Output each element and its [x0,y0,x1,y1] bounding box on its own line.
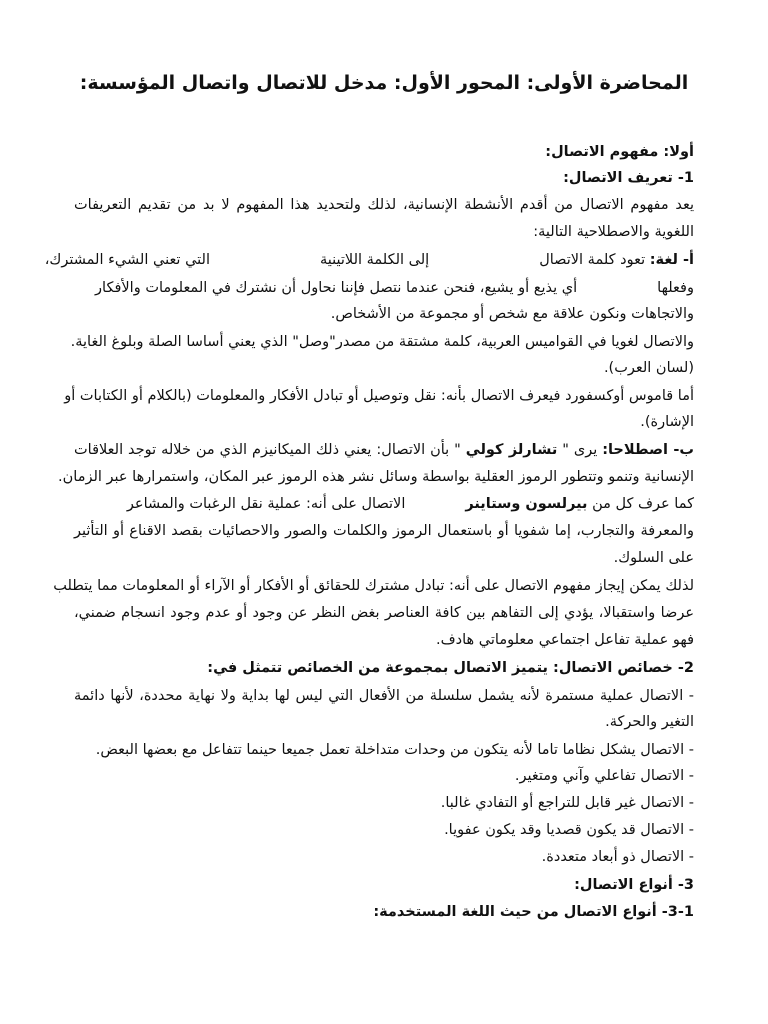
text-line [74,845,694,869]
text-line [74,519,694,543]
text-run: - الاتصال عملية مستمرة لأنه يشمل سلسلة من الأفعال التي ليس لها بداية ولا نهاية محددة، لأنها دائمة [74,688,694,704]
text-run: لذلك يمكن إيجاز مفهوم الاتصال على أنه: تبادل مشترك للحقائق أو الأفكار أو الآراء أو المعلومات مما يتطلب [53,578,694,594]
text-line [74,193,694,217]
text-line [74,492,694,516]
text-run: تعود كلمة الاتصال [539,252,650,268]
text-run: اللغوية والاصطلاحية التالية: [533,224,694,240]
bold-text: أولا: مفهوم الاتصال: [545,144,694,160]
text-line [53,574,694,598]
bold-text: تشارلز كولي [465,442,558,458]
bold-text: أ- لغة: [649,252,694,268]
text-line [74,166,694,190]
bold-text: 3-1- أنواع الاتصال من حيث اللغة المستخدمة: [373,904,694,920]
text-run: يرى " [557,442,603,458]
text-run: عرضا واستقبالا، يؤدي إلى التفاهم بين كافة العناصر بغض النظر عن وجود أو عدم وجود انسجام ضمني، [74,605,694,621]
text-line [74,873,694,897]
text-run: - الاتصال قد يكون قصديا وقد يكون عفويا. [444,822,694,838]
text-line [64,384,694,408]
text-line [74,900,694,924]
text-run: وفعلها [657,280,694,296]
text-line [74,710,694,734]
text-line [74,628,694,652]
text-run: التغير والحركة. [605,714,694,730]
text-run: والاتجاهات ونكون علاقة مع شخص أو مجموعة من الأشخاص. [330,306,694,322]
text-run: - الاتصال غير قابل للتراجع أو التفادي غالبا. [440,795,694,811]
text-run: التي تعني الشيء المشترك، [44,252,210,268]
text-line [44,248,694,272]
text-run: والاتصال لغويا في القواميس العربية، كلمة مشتقة من مصدر"وصل" الذي يعني أساسا الصلة وبلوغ الغاية. [70,334,694,350]
text-run: " بأن الاتصال: يعني ذلك الميكانيزم الذي من خلاله توجد العلاقات [74,442,466,458]
text-line [74,601,694,625]
text-line [74,738,694,762]
text-line [74,302,694,326]
text-line [74,410,694,434]
text-line [74,276,694,300]
bold-text: ب- اصطلاحا: [602,442,694,458]
text-run: - الاتصال ذو أبعاد متعددة. [541,849,694,865]
text-line [70,330,694,354]
bold-text: 3- أنواع الاتصال: [574,877,694,893]
text-line [74,818,694,842]
text-run: الاتصال على أنه: عملية نقل الرغبات والمشاعر [126,496,406,512]
text-run: الإشارة). [640,414,694,430]
text-run: إلى الكلمة اللاتينية [320,252,430,268]
text-run: أما قاموس أوكسفورد فيعرف الاتصال بأنه: نقل وتوصيل أو تبادل الأفكار والمعلومات (بالكلام أو الكتابات أو [64,388,694,404]
text-line [74,791,694,815]
text-run: فهو عملية تفاعل اجتماعي معلوماتي هادف. [436,632,694,648]
text-run: أي يذيع أو يشيع، فنحن عندما نتصل فإننا نحاول أن نشترك في المعلومات والأفكار [95,280,578,296]
text-line [58,465,694,489]
text-run: (لسان العرب). [603,360,694,376]
page-title: المحاضرة الأولى: المحور الأول: مدخل للاتصال واتصال المؤسسة: [79,72,689,94]
text-run: الإنسانية وتنمو وتتطور الرموز العقلية بواسطة وسائل نشر هذه الرموز عبر المكان، واستمرارها عبر الزمان. [58,469,694,485]
text-run: على السلوك. [613,550,694,566]
text-line [74,220,694,244]
text-line [74,438,694,462]
text-run: والمعرفة والتجارب، إما شفويا أو باستعمال الرموز والكلمات والصور والاحصائيات بقصد الاقناع أو التأثير [74,523,694,539]
text-line [74,656,694,680]
text-line [74,140,694,164]
text-run: يعد مفهوم الاتصال من أقدم الأنشطة الإنسانية، لذلك ولتحديد هذا المفهوم لا بد من تقديم التعريفات [74,197,694,213]
bold-text: بيرلسون وستاينر [465,496,588,512]
bold-text: 2- خصائص الاتصال: يتميز الاتصال بمجموعة من الخصائص تتمثل في: [207,660,694,676]
text-line [74,356,694,380]
text-run: - الاتصال تفاعلي وآني ومتغير. [514,768,694,784]
bold-text: 1- تعريف الاتصال: [563,170,694,186]
text-run: كما عرف كل من [587,496,694,512]
text-line [74,546,694,570]
text-line [74,684,694,708]
text-run: - الاتصال يشكل نظاما تاما لأنه يتكون من وحدات متداخلة تعمل جميعا حينما تتفاعل مع بعضها البعض. [95,742,694,758]
text-line [74,764,694,788]
